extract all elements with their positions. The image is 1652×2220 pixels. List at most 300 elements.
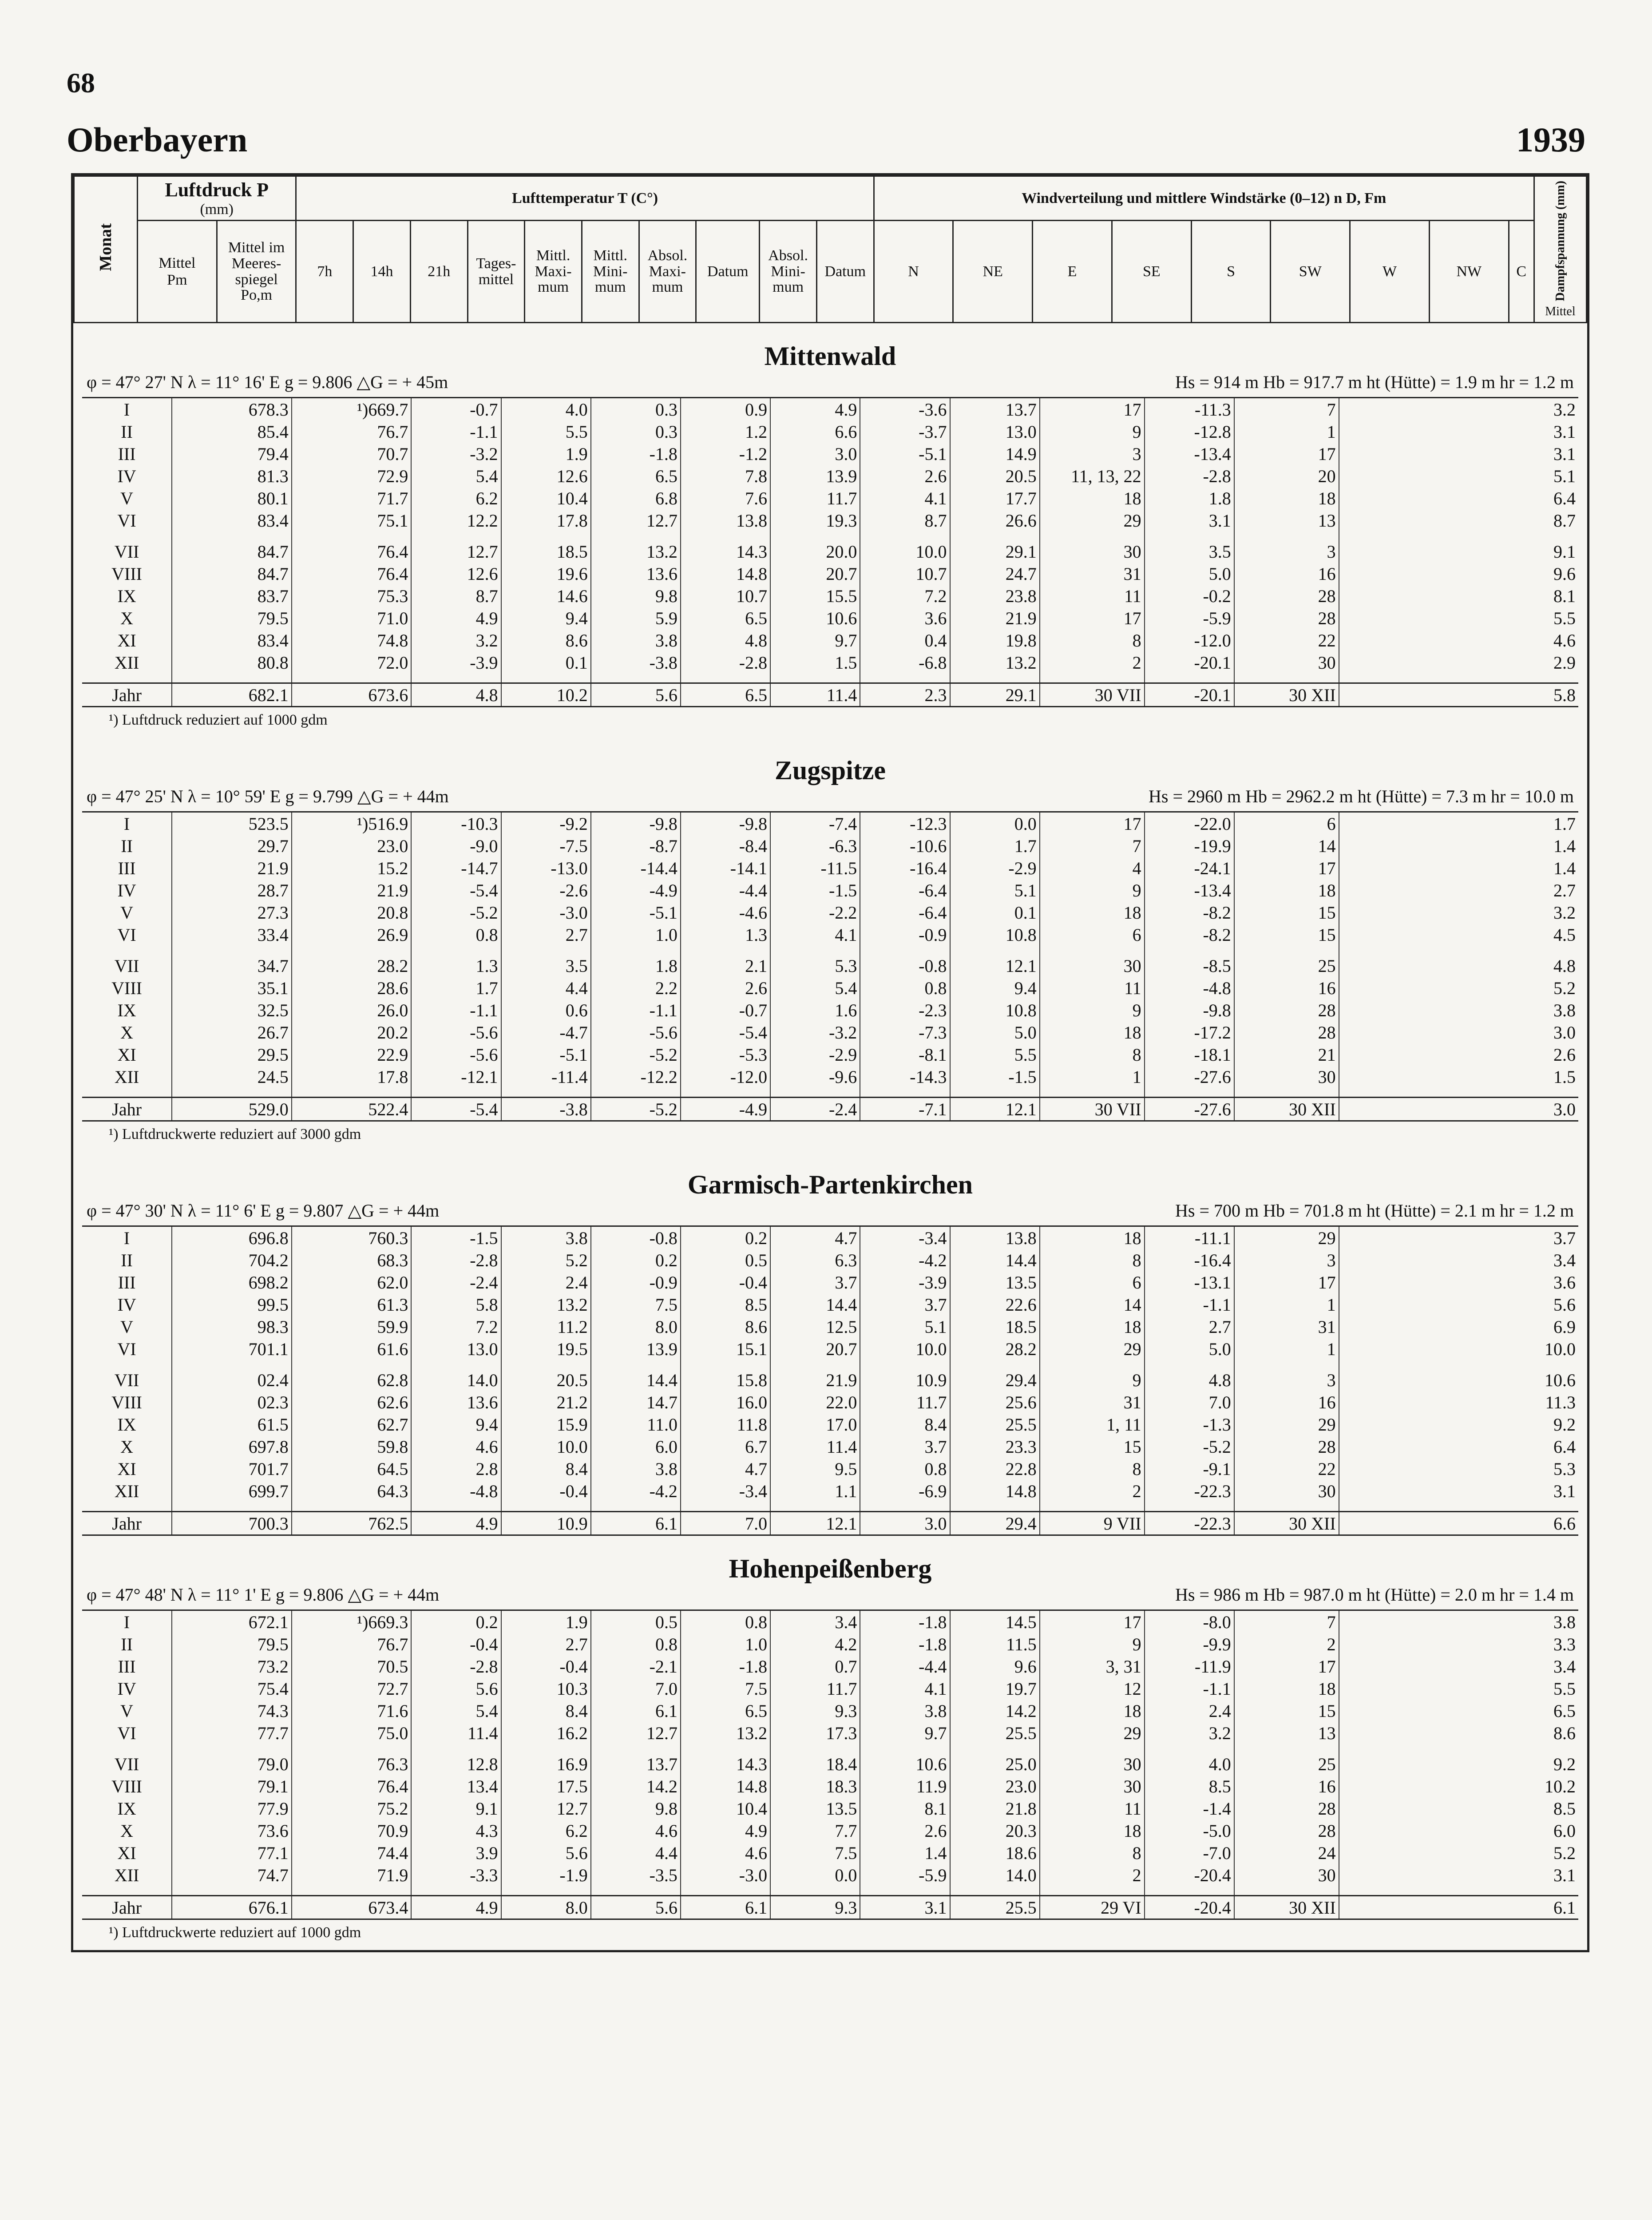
cell-d1: 17: [1040, 1610, 1145, 1633]
cell-d2: 30: [1234, 1066, 1339, 1088]
cell-mx: 0.0: [770, 1864, 860, 1886]
cell-amx: 20.5: [950, 465, 1040, 487]
cell-mx: 14.4: [770, 1293, 860, 1316]
cell-p: 21.9: [172, 857, 292, 879]
table-row: [82, 1413, 1578, 1435]
cell-d1: 9: [1040, 1369, 1145, 1391]
cell-tm: -1.8: [681, 1655, 770, 1677]
spacer-cell: [172, 946, 292, 955]
cell-t7: 9.4: [411, 1413, 501, 1435]
cell-p: 29.5: [172, 1043, 292, 1066]
cell-t14: 2.7: [501, 924, 591, 946]
cell-mn: 2.6: [860, 1820, 950, 1842]
table-row: [82, 509, 1578, 531]
cell-m: VII: [114, 541, 139, 562]
cell-t7: 12.2: [411, 509, 501, 531]
cell-mx: 10.6: [770, 607, 860, 629]
header-w: W: [1350, 221, 1430, 323]
cell-d2: 30 XII: [1234, 1098, 1339, 1121]
cell-amx: 25.0: [950, 1753, 1040, 1775]
cell-d1: 18: [1040, 1226, 1145, 1249]
cell-tm: 0.9: [681, 398, 770, 421]
table-row: [82, 607, 1578, 629]
header-mittel: Mittel: [158, 254, 196, 271]
spacer-cell: [860, 674, 950, 683]
cell-tm: 0.8: [681, 1610, 770, 1633]
cell-mn: 9.7: [860, 1722, 950, 1744]
cell-t21: 2.2: [591, 977, 681, 999]
cell-t7: 7.2: [411, 1316, 501, 1338]
spacer-cell: [1339, 946, 1578, 955]
cell-d2: 17: [1234, 857, 1339, 879]
cell-t21: 13.2: [591, 540, 681, 563]
cell-m: X: [120, 1436, 134, 1457]
table-row: [82, 651, 1578, 674]
cell-mx: -9.6: [770, 1066, 860, 1088]
cell-t21: 0.8: [591, 1633, 681, 1655]
cell-d2: 1: [1234, 420, 1339, 443]
cell-mn: -3.4: [860, 1226, 950, 1249]
header-c: C: [1509, 221, 1534, 323]
cell-t14: 16.2: [501, 1722, 591, 1744]
spacer-cell: [1145, 1360, 1234, 1369]
table-row: [82, 629, 1578, 651]
cell-d1: 17: [1040, 398, 1145, 421]
spacer-cell: [1040, 1088, 1145, 1098]
cell-d2: 1: [1234, 1293, 1339, 1316]
cell-p: 26.7: [172, 1021, 292, 1043]
cell-d1: 8: [1040, 1249, 1145, 1271]
cell-t7: -2.4: [411, 1271, 501, 1293]
cell-mx: 13.9: [770, 465, 860, 487]
cell-po: 76.4: [292, 540, 412, 563]
cell-t21: -5.2: [591, 1098, 681, 1121]
cell-m: III: [118, 1656, 136, 1677]
cell-amx: 13.5: [950, 1271, 1040, 1293]
cell-t21: 4.6: [591, 1820, 681, 1842]
cell-po: 20.2: [292, 1021, 412, 1043]
cell-t7: 13.6: [411, 1391, 501, 1413]
cell-tm: -0.7: [681, 999, 770, 1021]
cell-po: 23.0: [292, 835, 412, 857]
cell-d2: 16: [1234, 1391, 1339, 1413]
cell-mx: 13.5: [770, 1797, 860, 1820]
station-section: [73, 323, 1587, 737]
cell-dm: 11.3: [1339, 1391, 1578, 1413]
cell-t21: -5.2: [591, 1043, 681, 1066]
cell-amx: 23.3: [950, 1435, 1040, 1458]
cell-amn: 1.8: [1145, 487, 1234, 509]
spacer-cell: [292, 1088, 412, 1098]
table-row: [82, 1512, 1578, 1535]
cell-mn: -6.4: [860, 879, 950, 901]
table-row: [82, 1271, 1578, 1293]
cell-mn: 3.8: [860, 1700, 950, 1722]
cell-tm: 15.1: [681, 1338, 770, 1360]
spacer-cell: [82, 674, 172, 683]
cell-t14: -5.1: [501, 1043, 591, 1066]
cell-t7: 3.9: [411, 1842, 501, 1864]
cell-t7: -12.1: [411, 1066, 501, 1088]
cell-amx: 21.8: [950, 1797, 1040, 1820]
cell-po: 76.7: [292, 420, 412, 443]
cell-tm: 0.2: [681, 1226, 770, 1249]
cell-p: 98.3: [172, 1316, 292, 1338]
cell-mn: -5.9: [860, 1864, 950, 1886]
cell-amn: -11.9: [1145, 1655, 1234, 1677]
cell-p: 61.5: [172, 1413, 292, 1435]
cell-po: 74.8: [292, 629, 412, 651]
cell-t7: 8.7: [411, 585, 501, 607]
cell-p: 77.7: [172, 1722, 292, 1744]
cell-d2: 2: [1234, 1633, 1339, 1655]
cell-tm: 1.3: [681, 924, 770, 946]
cell-po: 74.4: [292, 1842, 412, 1864]
cell-m: Jahr: [82, 683, 172, 707]
cell-t14: 5.2: [501, 1249, 591, 1271]
cell-t14: 9.4: [501, 607, 591, 629]
spacer-cell: [591, 1886, 681, 1896]
cell-t21: 1.8: [591, 955, 681, 977]
cell-mx: -3.2: [770, 1021, 860, 1043]
cell-amn: -13.4: [1145, 443, 1234, 465]
station-coords: φ = 47° 27' N λ = 11° 16' E g = 9.806 △G = + 45m: [87, 372, 448, 392]
table-row: [82, 1700, 1578, 1722]
cell-d2: 17: [1234, 1655, 1339, 1677]
year-title: 1939: [1516, 120, 1585, 159]
cell-p: 523.5: [172, 812, 292, 835]
cell-t7: 4.6: [411, 1435, 501, 1458]
spacer-cell: [860, 1502, 950, 1512]
cell-amx: 29.4: [950, 1369, 1040, 1391]
cell-po: ¹)516.9: [292, 812, 412, 835]
cell-dm: 10.0: [1339, 1338, 1578, 1360]
cell-t7: 9.1: [411, 1797, 501, 1820]
spacer-cell: [411, 1088, 501, 1098]
cell-mx: 3.4: [770, 1610, 860, 1633]
cell-mn: -4.4: [860, 1655, 950, 1677]
cell-p: 35.1: [172, 977, 292, 999]
cell-tm: -14.1: [681, 857, 770, 879]
cell-amx: 24.7: [950, 563, 1040, 585]
cell-mn: -3.7: [860, 420, 950, 443]
spacer-cell: [1040, 1502, 1145, 1512]
cell-p: 77.9: [172, 1797, 292, 1820]
cell-m: VI: [117, 924, 136, 945]
cell-m: XI: [117, 1459, 136, 1479]
cell-mn: -6.9: [860, 1480, 950, 1502]
cell-tm: 7.5: [681, 1677, 770, 1700]
cell-mx: 4.1: [770, 924, 860, 946]
cell-m: XI: [117, 630, 136, 650]
cell-p: 676.1: [172, 1896, 292, 1919]
cell-mn: 3.7: [860, 1293, 950, 1316]
cell-po: 71.0: [292, 607, 412, 629]
cell-tm: 6.1: [681, 1896, 770, 1919]
cell-mx: 20.0: [770, 540, 860, 563]
cell-t7: 4.8: [411, 683, 501, 707]
table-row: [82, 1633, 1578, 1655]
spacer-cell: [1145, 1886, 1234, 1896]
cell-d1: 18: [1040, 1700, 1145, 1722]
cell-mx: 15.5: [770, 585, 860, 607]
cell-mn: 4.1: [860, 487, 950, 509]
header-pm: Pm: [167, 271, 187, 288]
header-n: N: [874, 221, 953, 323]
cell-dm: 6.4: [1339, 1435, 1578, 1458]
cell-dm: 5.5: [1339, 1677, 1578, 1700]
cell-amn: 5.0: [1145, 563, 1234, 585]
cell-po: ¹)669.3: [292, 1610, 412, 1633]
cell-dm: 3.3: [1339, 1633, 1578, 1655]
cell-po: 62.6: [292, 1391, 412, 1413]
cell-po: 62.7: [292, 1413, 412, 1435]
cell-t14: 1.9: [501, 1610, 591, 1633]
spacer-cell: [1234, 946, 1339, 955]
cell-t7: 1.3: [411, 955, 501, 977]
cell-mx: 19.3: [770, 509, 860, 531]
cell-t14: 5.5: [501, 420, 591, 443]
cell-dm: 10.2: [1339, 1775, 1578, 1797]
cell-dm: 8.6: [1339, 1722, 1578, 1744]
cell-m: VII: [114, 1754, 139, 1774]
cell-d1: 30 VII: [1040, 683, 1145, 707]
cell-mx: -1.5: [770, 879, 860, 901]
cell-amn: -16.4: [1145, 1249, 1234, 1271]
spacer-cell: [292, 1886, 412, 1896]
header-pom: Po,m: [241, 287, 273, 304]
spacer-cell: [1339, 1744, 1578, 1753]
cell-amx: 14.8: [950, 1480, 1040, 1502]
spacer-cell: [82, 946, 172, 955]
cell-t21: -5.6: [591, 1021, 681, 1043]
cell-t21: -12.2: [591, 1066, 681, 1088]
cell-t21: 3.8: [591, 629, 681, 651]
cell-amn: 8.5: [1145, 1775, 1234, 1797]
cell-t7: 12.8: [411, 1753, 501, 1775]
spacer-cell: [501, 1360, 591, 1369]
cell-m: I: [123, 813, 130, 834]
station-section: [73, 1152, 1587, 1536]
cell-po: 59.9: [292, 1316, 412, 1338]
cell-mn: 3.1: [860, 1896, 950, 1919]
cell-t21: -14.4: [591, 857, 681, 879]
cell-m: XI: [117, 1843, 136, 1863]
cell-mx: 5.3: [770, 955, 860, 977]
cell-p: 27.3: [172, 901, 292, 924]
header-7h: 7h: [296, 221, 353, 323]
cell-amx: 9.4: [950, 977, 1040, 999]
cell-mx: 12.5: [770, 1316, 860, 1338]
cell-m: IX: [117, 1000, 136, 1020]
cell-tm: 7.0: [681, 1512, 770, 1535]
cell-m: X: [120, 1022, 134, 1043]
cell-dm: 3.2: [1339, 901, 1578, 924]
cell-mx: -2.9: [770, 1043, 860, 1066]
cell-d2: 18: [1234, 1677, 1339, 1700]
cell-t7: -9.0: [411, 835, 501, 857]
header-dampf: Dampfspannung (mm): [1553, 180, 1567, 301]
cell-amn: -24.1: [1145, 857, 1234, 879]
cell-t7: -1.1: [411, 420, 501, 443]
cell-amn: -1.3: [1145, 1413, 1234, 1435]
cell-d2: 3: [1234, 1369, 1339, 1391]
cell-m: VI: [117, 510, 136, 531]
spacer-cell: [1145, 531, 1234, 540]
spacer-cell: [411, 1886, 501, 1896]
header-absmax: Absol. Maxi-mum: [639, 221, 696, 323]
header-monat: Monat: [96, 223, 115, 271]
cell-tm: -1.2: [681, 443, 770, 465]
cell-amx: 1.7: [950, 835, 1040, 857]
cell-amx: 13.7: [950, 398, 1040, 421]
cell-mn: 0.8: [860, 1458, 950, 1480]
cell-amx: 22.6: [950, 1293, 1040, 1316]
spacer-cell: [172, 1360, 292, 1369]
cell-po: 71.6: [292, 1700, 412, 1722]
cell-tm: -4.6: [681, 901, 770, 924]
cell-t21: -5.1: [591, 901, 681, 924]
cell-p: 81.3: [172, 465, 292, 487]
cell-amn: -1.1: [1145, 1293, 1234, 1316]
cell-mx: 11.7: [770, 487, 860, 509]
cell-p: 529.0: [172, 1098, 292, 1121]
cell-mx: 6.3: [770, 1249, 860, 1271]
station-sections: [73, 323, 1587, 1950]
spacer-cell: [860, 946, 950, 955]
cell-amn: -12.8: [1145, 420, 1234, 443]
cell-po: 64.5: [292, 1458, 412, 1480]
header-wind: Windverteilung und mittlere Windstärke (0–12) n D, Fm: [874, 176, 1534, 221]
cell-t14: 12.7: [501, 1797, 591, 1820]
cell-amx: 5.1: [950, 879, 1040, 901]
header-dampf-mittel: Mittel: [1545, 305, 1576, 319]
cell-t21: -2.1: [591, 1655, 681, 1677]
cell-dm: 6.5: [1339, 1700, 1578, 1722]
station-coords-row: [82, 1200, 1578, 1225]
cell-t14: 4.4: [501, 977, 591, 999]
cell-amx: -1.5: [950, 1066, 1040, 1088]
cell-mx: -11.5: [770, 857, 860, 879]
table-row: [82, 1480, 1578, 1502]
cell-tm: 10.4: [681, 1797, 770, 1820]
cell-t14: 13.2: [501, 1293, 591, 1316]
spacer-cell: [591, 1360, 681, 1369]
spacer-cell: [950, 1360, 1040, 1369]
cell-amx: 5.0: [950, 1021, 1040, 1043]
spacer-cell: [411, 1360, 501, 1369]
cell-mn: 10.0: [860, 540, 950, 563]
cell-mn: -6.4: [860, 901, 950, 924]
cell-amn: 2.7: [1145, 1316, 1234, 1338]
cell-tm: 7.8: [681, 465, 770, 487]
cell-tm: 1.0: [681, 1633, 770, 1655]
cell-t14: 10.4: [501, 487, 591, 509]
cell-d1: 7: [1040, 835, 1145, 857]
cell-t7: -5.6: [411, 1043, 501, 1066]
cell-d1: 15: [1040, 1435, 1145, 1458]
spacer-cell: [681, 1502, 770, 1512]
cell-t14: 8.6: [501, 629, 591, 651]
cell-po: 62.8: [292, 1369, 412, 1391]
cell-t7: -5.4: [411, 1098, 501, 1121]
cell-amn: -27.6: [1145, 1066, 1234, 1088]
station-name: Zugspitze: [774, 756, 886, 785]
spacer-cell: [501, 1886, 591, 1896]
cell-po: 28.6: [292, 977, 412, 999]
spacer-cell: [1234, 1502, 1339, 1512]
cell-d2: 29: [1234, 1413, 1339, 1435]
spacer-cell: [411, 674, 501, 683]
cell-amn: -8.2: [1145, 924, 1234, 946]
cell-m: V: [120, 488, 134, 508]
cell-t14: 11.2: [501, 1316, 591, 1338]
cell-m: III: [118, 444, 136, 464]
cell-t21: -9.8: [591, 812, 681, 835]
cell-t7: -1.1: [411, 999, 501, 1021]
cell-mn: 3.0: [860, 1512, 950, 1535]
cell-amn: -20.1: [1145, 651, 1234, 674]
cell-p: 28.7: [172, 879, 292, 901]
cell-amx: 26.6: [950, 509, 1040, 531]
cell-dm: 5.1: [1339, 465, 1578, 487]
cell-amn: 4.8: [1145, 1369, 1234, 1391]
cell-d1: 17: [1040, 607, 1145, 629]
spacer-cell: [1145, 1502, 1234, 1512]
cell-m: XI: [117, 1044, 136, 1065]
header-luftdruck-unit: (mm): [200, 201, 234, 218]
cell-p: 83.7: [172, 585, 292, 607]
cell-m: II: [121, 1634, 133, 1654]
spacer-cell: [770, 1886, 860, 1896]
cell-d1: 6: [1040, 1271, 1145, 1293]
cell-t14: -13.0: [501, 857, 591, 879]
cell-t7: 12.7: [411, 540, 501, 563]
cell-amx: 12.1: [950, 1098, 1040, 1121]
station-data-table: [82, 397, 1578, 707]
spacer-cell: [411, 1744, 501, 1753]
cell-po: 760.3: [292, 1226, 412, 1249]
cell-d1: 8: [1040, 629, 1145, 651]
cell-tm: -4.9: [681, 1098, 770, 1121]
cell-dm: 4.8: [1339, 955, 1578, 977]
table-row: [82, 1293, 1578, 1316]
spacer-cell: [1234, 531, 1339, 540]
cell-m: X: [120, 608, 134, 628]
cell-d2: 28: [1234, 1820, 1339, 1842]
cell-t21: 12.7: [591, 509, 681, 531]
cell-amn: -9.9: [1145, 1633, 1234, 1655]
cell-m: XII: [114, 652, 139, 673]
cell-t14: 10.3: [501, 1677, 591, 1700]
spacer-cell: [770, 946, 860, 955]
spacer-cell: [1234, 1088, 1339, 1098]
spacer-cell: [591, 1744, 681, 1753]
table-row: [82, 1021, 1578, 1043]
cell-t7: 14.0: [411, 1369, 501, 1391]
station-name: Garmisch-Partenkirchen: [687, 1170, 973, 1199]
cell-t7: 4.9: [411, 1512, 501, 1535]
table-row: [82, 1820, 1578, 1842]
station-heights: Hs = 914 m Hb = 917.7 m ht (Hütte) = 1.9 m hr = 1.2 m: [1175, 372, 1574, 392]
spacer-cell: [501, 946, 591, 955]
cell-po: 61.3: [292, 1293, 412, 1316]
cell-p: 704.2: [172, 1249, 292, 1271]
cell-d1: 29: [1040, 1722, 1145, 1744]
cell-dm: 3.1: [1339, 443, 1578, 465]
cell-t14: 6.2: [501, 1820, 591, 1842]
cell-amx: 25.5: [950, 1896, 1040, 1919]
